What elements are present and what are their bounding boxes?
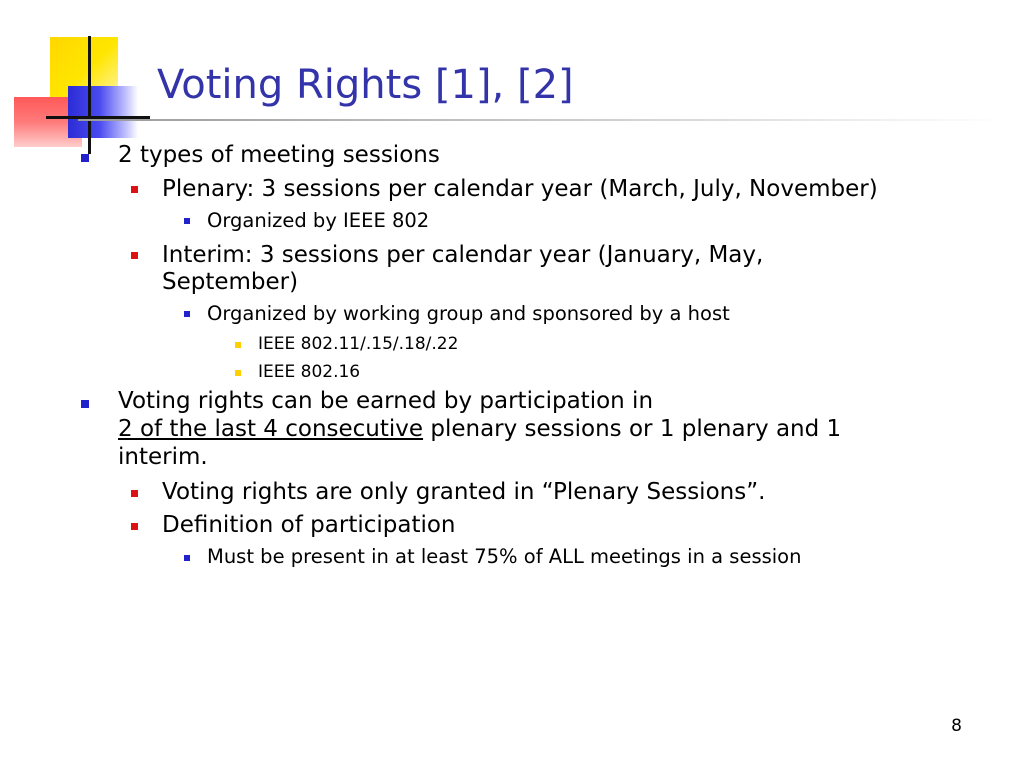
bullet-text: Definition of participation [162,512,456,538]
bullet-square-icon [235,342,241,348]
bullet-square-icon [131,252,138,259]
slide-title: Voting Rights [1], [2] [157,62,574,108]
bullet-text: IEEE 802.16 [258,362,361,382]
bullet-text-continuation [118,415,841,443]
bullet-text: Plenary: 3 sessions per calendar year (March, July, November) [162,176,878,202]
bullet-text: Interim: 3 sessions per calendar year (January, May, [162,242,764,268]
bullet-text: 2 types of meeting sessions [118,142,440,168]
bullet-square-icon [184,218,190,224]
bullet-square-icon [131,186,138,193]
bullet-text-rest: plenary sessions or 1 plenary and 1 [423,416,842,442]
bullet-text-continuation: interim. [118,444,208,470]
bullet-square-icon [131,523,138,530]
bullet-text: Must be present in at least 75% of ALL meetings in a session [207,545,802,568]
bullet-text: Voting rights can be earned by participation in [118,388,654,414]
bullet-square-icon [184,555,190,561]
bullet-text: IEEE 802.11/.15/.18/.22 [258,334,459,354]
logo-vertical-line [88,36,91,154]
logo-blue-square [68,86,138,138]
underlined-text: 2 of the last 4 consecutive [118,416,424,442]
page-number: 8 [951,716,962,736]
bullet-text: Organized by IEEE 802 [207,209,430,232]
corner-logo [0,0,150,160]
bullet-text-continuation: September) [162,269,299,295]
bullet-square-icon [81,154,89,162]
bullet-square-icon [235,370,241,376]
bullet-square-icon [131,490,138,497]
bullet-text: Voting rights are only granted in “Plenary Sessions”. [162,479,766,505]
bullet-square-icon [81,400,89,408]
title-underline-rule [78,119,1008,121]
bullet-text: Organized by working group and sponsored by a host [207,302,730,325]
bullet-square-icon [184,311,190,317]
